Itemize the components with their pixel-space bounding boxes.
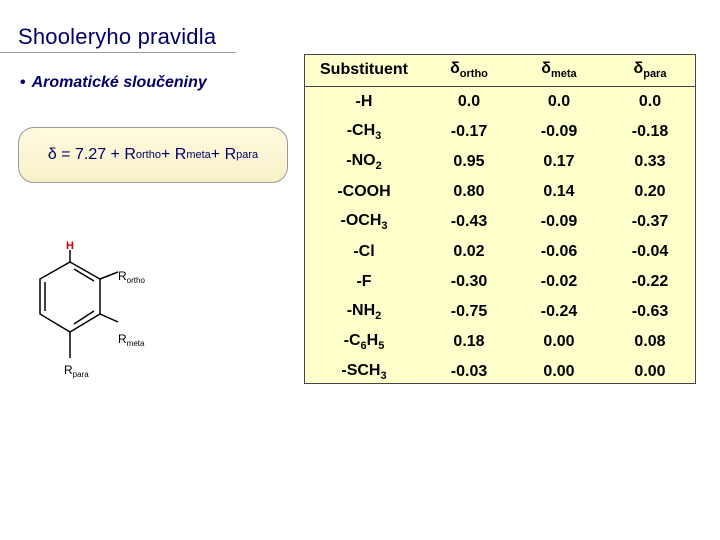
bullet-text: Aromatické sloučeniny — [31, 74, 207, 91]
cell-ortho: 0.95 — [453, 153, 485, 170]
benzene-structure-diagram — [30, 232, 180, 382]
formula-plus-para: + R — [210, 146, 237, 163]
formula-lhs: δ = 7.27 + R — [47, 146, 136, 163]
cell-meta: 0.14 — [543, 183, 575, 200]
r-para-label: $R_{para}$ — [64, 363, 89, 379]
formula-box — [18, 127, 288, 183]
cell-para: -0.63 — [631, 303, 669, 320]
cell-meta: 0.17 — [543, 153, 575, 170]
cell-substituent: $-NH_2$ — [346, 302, 382, 322]
h-label: H — [66, 240, 74, 252]
cell-substituent: $-SCH_3$ — [341, 362, 387, 382]
table-row — [304, 147, 696, 177]
cell-substituent: $-OCH_3$ — [340, 212, 388, 232]
cell-meta: 0.0 — [547, 93, 571, 110]
cell-substituent: -COOH — [337, 183, 391, 200]
cell-meta: -0.06 — [540, 243, 578, 260]
slide-title: Shooleryho pravidla — [18, 24, 217, 49]
table-row — [304, 87, 696, 118]
cell-substituent: $-CH_3$ — [346, 122, 382, 142]
cell-substituent: -H — [355, 93, 373, 110]
cell-ortho: -0.30 — [450, 273, 488, 290]
cell-para: 0.33 — [634, 153, 666, 170]
table-row — [304, 177, 696, 207]
cell-ortho: 0.18 — [453, 333, 485, 350]
cell-substituent: $-NO_2$ — [346, 152, 382, 172]
cell-para: 0.20 — [634, 183, 666, 200]
cell-para: 0.00 — [634, 363, 666, 380]
cell-ortho: 0.0 — [457, 93, 481, 110]
bullet-dot-icon: • — [20, 74, 26, 91]
cell-para: -0.04 — [631, 243, 669, 260]
cell-ortho: -0.17 — [450, 123, 488, 140]
header-delta-ortho: $\delta_{ortho}$ — [424, 54, 514, 87]
cell-ortho: -0.75 — [450, 303, 488, 320]
table-row — [304, 237, 696, 267]
table-row — [304, 357, 696, 387]
cell-substituent: $-C_6H_5$ — [343, 332, 385, 352]
table-row — [304, 327, 696, 357]
formula-plus-meta: + R — [160, 146, 187, 163]
r-ortho-label: $R_{ortho}$ — [118, 269, 145, 285]
header-substituent: Substituent — [304, 54, 424, 87]
table-row — [304, 207, 696, 237]
cell-ortho: 0.02 — [453, 243, 485, 260]
table-body — [304, 87, 696, 388]
cell-para: -0.22 — [631, 273, 669, 290]
cell-meta: 0.00 — [543, 363, 575, 380]
formula-sub-para: para — [236, 149, 259, 161]
cell-ortho: 0.80 — [453, 183, 485, 200]
table-header-row — [304, 54, 696, 87]
cell-para: -0.37 — [631, 213, 669, 230]
table-row — [304, 117, 696, 147]
formula-sub-ortho: ortho — [135, 149, 161, 161]
title-underline — [0, 52, 236, 53]
header-delta-para: $\delta_{para}$ — [604, 54, 696, 87]
bullet-item — [20, 74, 207, 92]
header-delta-meta: $\delta_{meta}$ — [514, 54, 604, 87]
cell-meta: -0.02 — [540, 273, 578, 290]
cell-meta: -0.09 — [540, 213, 578, 230]
cell-para: 0.0 — [638, 93, 662, 110]
table-row — [304, 297, 696, 327]
cell-substituent: -F — [356, 273, 372, 290]
cell-ortho: -0.43 — [450, 213, 488, 230]
cell-meta: -0.24 — [540, 303, 578, 320]
benzene-ring — [40, 250, 118, 358]
cell-para: -0.18 — [631, 123, 669, 140]
cell-para: 0.08 — [634, 333, 666, 350]
cell-meta: -0.09 — [540, 123, 578, 140]
table-row — [304, 267, 696, 297]
cell-meta: 0.00 — [543, 333, 575, 350]
cell-ortho: -0.03 — [450, 363, 488, 380]
formula-sub-meta: meta — [186, 149, 211, 161]
shift-increment-table — [304, 54, 696, 384]
cell-substituent: -Cl — [353, 243, 375, 260]
r-meta-label: $R_{meta}$ — [118, 332, 145, 348]
